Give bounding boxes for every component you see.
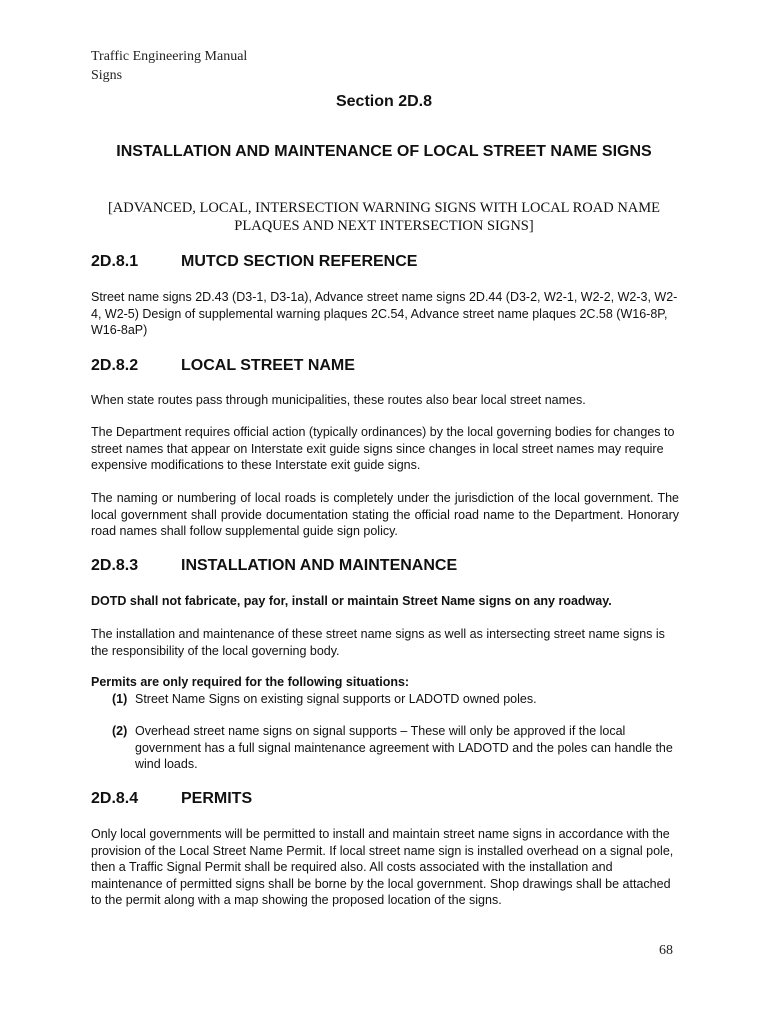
- heading-2d-8-3: [91, 557, 457, 575]
- subtitle: [ADVANCED, LOCAL, INTERSECTION WARNING SIGNS WITH LOCAL ROAD NAME PLAQUES AND NEXT INTERSECTION SIGNS]: [107, 200, 661, 234]
- heading-title: LOCAL STREET NAME: [181, 357, 355, 374]
- header-manual-title: Traffic Engineering Manual: [91, 49, 248, 64]
- list-item: [112, 723, 680, 773]
- paragraph-state-routes: When state routes pass through municipalities, these routes also bear local street names.: [91, 393, 586, 407]
- list-item: [112, 691, 680, 708]
- permits-heading: Permits are only required for the following situations:: [91, 675, 410, 689]
- list-item-text: Street Name Signs on existing signal supports or LADOTD owned poles.: [135, 692, 537, 706]
- paragraph-permits: Only local governments will be permitted to install and maintain street name signs in accordance with the provision of the Local Street Name Permit. If local street name sign is installed overhead on a signal pole, then a Traffic Signal Permit shall be required also. All costs associated with the installation and maintenance of permitted signs shall be borne by the local government. Shop drawings shall be attached to the permit along with a map showing the proposed location of the signs.: [91, 827, 674, 908]
- heading-title: PERMITS: [181, 790, 253, 807]
- bold-statement: DOTD shall not fabricate, pay for, install or maintain Street Name signs on any roadway.: [91, 594, 612, 608]
- paragraph-responsibility: The installation and maintenance of these street name signs as well as intersecting street name signs is the responsibility of the local governing body.: [91, 627, 665, 658]
- list-item-label: (2): [112, 724, 128, 738]
- heading-2d-8-4: [91, 790, 252, 808]
- list-item-label: (1): [112, 692, 128, 706]
- main-title: INSTALLATION AND MAINTENANCE OF LOCAL STREET NAME SIGNS: [116, 143, 652, 160]
- heading-2d-8-1: [91, 253, 417, 271]
- heading-number: 2D.8.3: [91, 557, 139, 574]
- heading-number: 2D.8.2: [91, 357, 139, 374]
- heading-title: MUTCD SECTION REFERENCE: [181, 253, 418, 270]
- heading-2d-8-2: [91, 357, 355, 375]
- heading-number: 2D.8.4: [91, 790, 139, 807]
- section-title: Section 2D.8: [335, 93, 433, 110]
- heading-number: 2D.8.1: [91, 253, 139, 270]
- paragraph-naming-jurisdiction: The naming or numbering of local roads is completely under the jurisdiction of the local government. The local government shall provide documentation stating the official road name to the Department. Honorary road names shall follow supplemental guide sign policy.: [91, 491, 679, 539]
- header-chapter: Signs: [91, 68, 123, 83]
- page-number: 68: [659, 943, 673, 958]
- list-item-text: Overhead street name signs on signal supports – These will only be approved if the local government has a full signal maintenance agreement with LADOTD and the poles can handle the wind loads.: [135, 724, 673, 772]
- paragraph-official-action: The Department requires official action (typically ordinances) by the local governing bodies for changes to street names that appear on Interstate exit guide signs since changes in local street names may require expensive modifications to these Interstate exit guide signs.: [91, 425, 675, 473]
- heading-title: INSTALLATION AND MAINTENANCE: [181, 557, 458, 574]
- paragraph-mutcd-reference: Street name signs 2D.43 (D3-1, D3-1a), Advance street name signs 2D.44 (D3-2, W2-1, W2-2, W2-3, W2-4, W2-5) Design of supplemental warning plaques 2C.54, Advance street name plaques 2C.58 (W16-8P, W16-8aP): [91, 290, 678, 338]
- running-header: [91, 47, 247, 85]
